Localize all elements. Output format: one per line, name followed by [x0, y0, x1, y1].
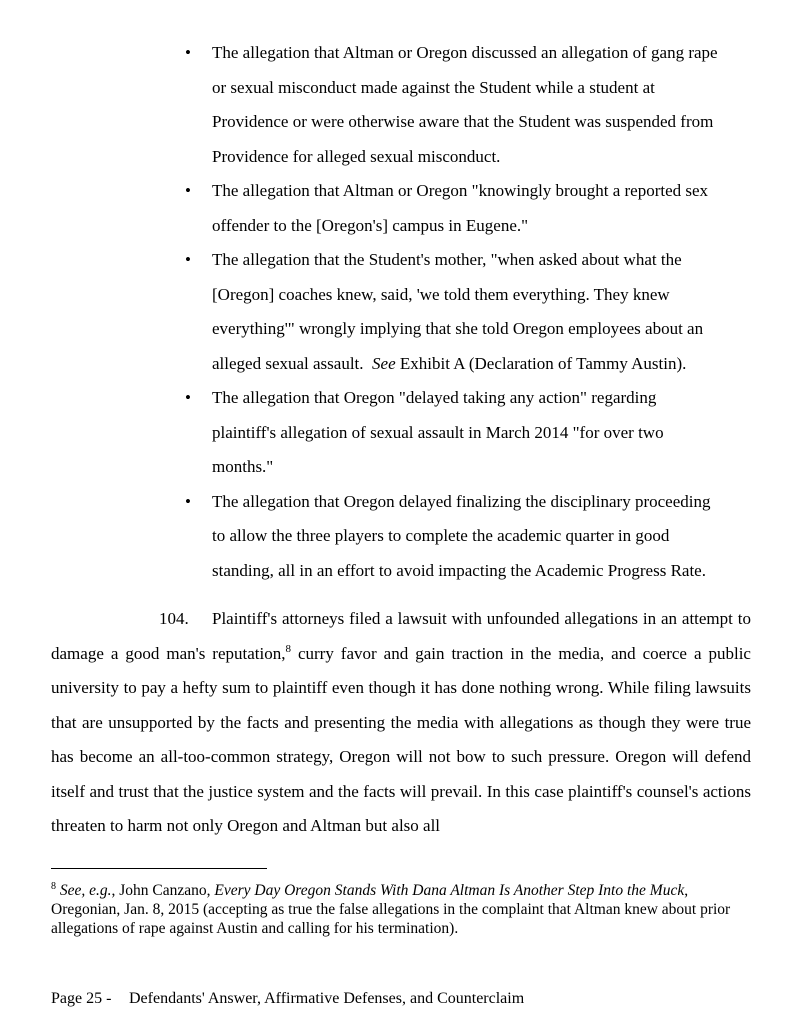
bullet-icon: •	[185, 388, 191, 407]
see-signal: See	[372, 353, 396, 373]
page-number: Page 25 -	[51, 990, 112, 1007]
list-item	[0, 485, 812, 589]
bullet-icon: •	[185, 43, 191, 62]
paragraph-104	[51, 602, 751, 844]
footnote-author: , John Canzano,	[111, 882, 215, 899]
allegation-text: The allegation that Oregon delayed finalizing the disciplinary proceeding to allow the three players to complete the academic quarter in good standing, all in an effort to avoid impacting the Academic Progress Rate.	[212, 491, 711, 580]
footnote-divider	[51, 868, 267, 869]
list-item	[0, 381, 812, 485]
allegation-text: The allegation that Altman or Oregon "knowingly brought a reported sex offender to the [Oregon's] campus in Eugene."	[212, 181, 709, 235]
bullet-icon: •	[185, 250, 191, 269]
footnote-citation: , Oregonian, Jan. 8, 2015 (accepting as true the false allegations in the complaint that Altman knew about prior allegations of rape against Austin and calling for his termination).	[51, 882, 731, 937]
bullet-icon: •	[185, 181, 191, 200]
paragraph-text-continued: curry favor and gain traction in the media, and coerce a public university to pay a hefty sum to plaintiff even though it has done nothing wrong. While filing lawsuits that are unsupported by the facts and presenting the media with allegations as though they were true has become an all-too-common strategy, Oregon will not bow to such pressure. Oregon will defend itself and trust that the justice system and the facts will prevail. In this case plaintiff's counsel's actions threaten to harm not only Oregon and Altman but also all	[51, 643, 751, 835]
list-item	[0, 243, 812, 381]
allegation-text: The allegation that Altman or Oregon discussed an allegation of gang rape or sexual misconduct made against the Student while a student at Providence or were otherwise aware that the Student was suspended from Providence for alleged sexual misconduct.	[212, 43, 718, 166]
document-title: Defendants' Answer, Affirmative Defenses, and Counterclaim	[129, 990, 525, 1007]
footnote	[51, 881, 751, 938]
list-item	[0, 174, 812, 243]
allegation-text: The allegation that Oregon "delayed taking any action" regarding plaintiff's allegation of sexual assault in March 2014 "for over two months."	[212, 388, 664, 476]
footnote-reference[interactable]: 8	[285, 642, 291, 655]
footnote-signal: See, e.g.	[59, 882, 112, 899]
paragraph-number: 104.	[159, 609, 189, 628]
page-footer	[51, 988, 524, 1010]
footnote-number: 8	[51, 881, 56, 892]
list-item	[0, 36, 812, 174]
footnote-article-title: Every Day Oregon Stands With Dana Altman Is Another Step Into the Muck	[214, 882, 685, 899]
bullet-icon: •	[185, 491, 191, 511]
allegations-list	[0, 36, 812, 588]
paragraph-text: Plaintiff's attorneys filed a lawsuit with unfounded allegations in an attempt to damage a good man's reputation,	[51, 609, 751, 663]
allegation-text: The allegation that the Student's mother, "when asked about what the [Oregon] coaches knew, said, 'we told them everything. They knew everything'" wrongly implying that she told Oregon employees about an alleged sexual assault. See Exhibit A (Declaration of Tammy Austin).	[212, 250, 704, 373]
